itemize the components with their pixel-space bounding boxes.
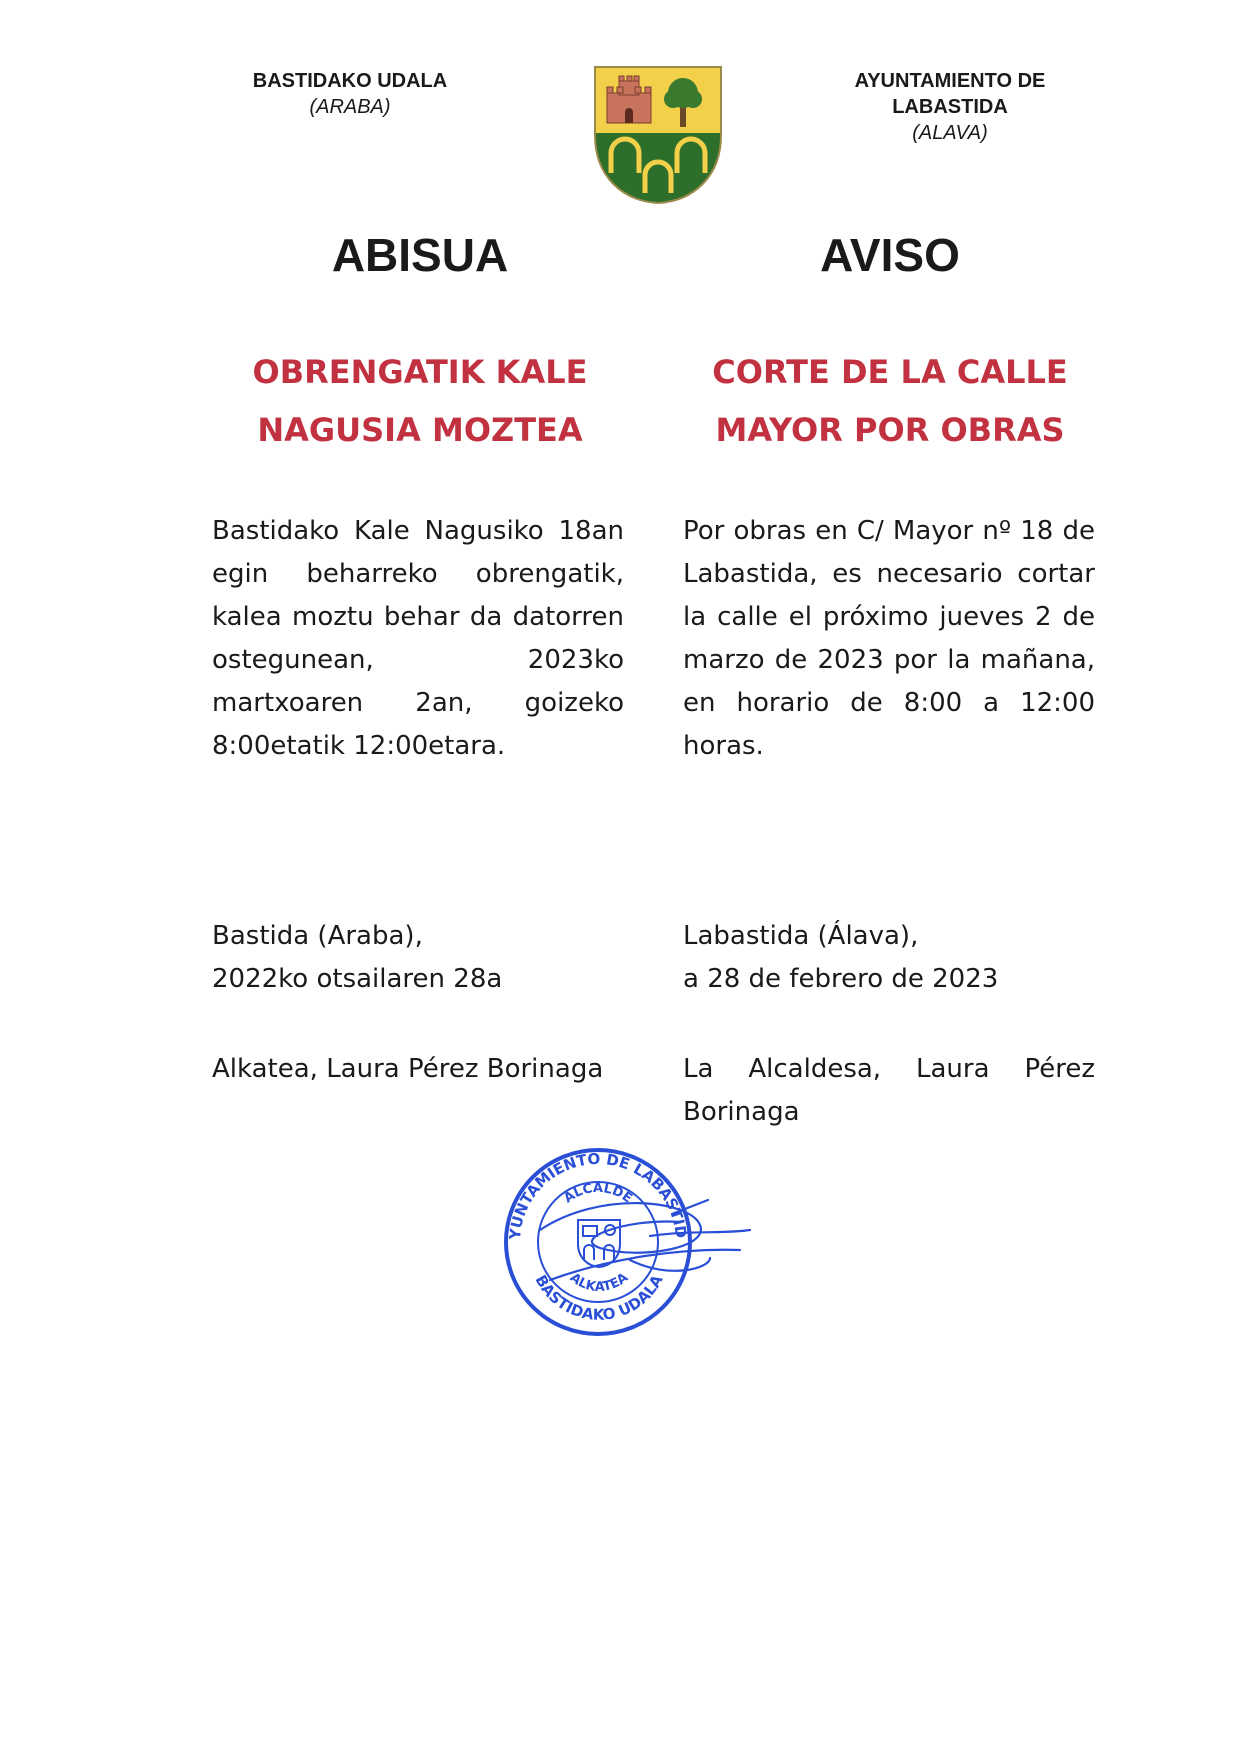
signature-left: Alkatea, Laura Pérez Borinaga	[212, 1054, 604, 1084]
date-left: 2022ko otsailaren 28a	[212, 964, 503, 994]
title-right: AVISO	[820, 229, 960, 281]
place-date-right	[683, 915, 1103, 1001]
subtitle-right	[670, 343, 1110, 459]
coat-of-arms-icon	[593, 65, 723, 205]
notice-body-left: Bastidako Kale Nagusiko 18an egin beharreko obrengatik, kalea moztu behar da datorren ostegunean, 2023ko martxoaren 2an, goizeko 8:00etatik 12:00etara.	[212, 516, 624, 761]
stamp-inner-top-text: ALCALDE	[561, 1180, 635, 1207]
place-date-left	[212, 915, 632, 1001]
signature-right: La Alcaldesa, Laura Pérez Borinaga	[683, 1054, 1095, 1127]
header-right-province: (ALAVA)	[912, 122, 988, 144]
subtitle-right-line2: MAYOR POR OBRAS	[715, 411, 1065, 449]
header-left	[220, 68, 480, 120]
stamp-outer-top-text: YUNTAMIENTO DE LABASTID	[505, 1149, 691, 1241]
header-left-province: (ARABA)	[309, 96, 391, 118]
subtitle-left-line1: OBRENGATIK KALE	[252, 353, 588, 391]
subtitle-left-line2: NAGUSIA MOZTEA	[257, 411, 583, 449]
place-right: Labastida (Álava),	[683, 921, 919, 951]
date-right: a 28 de febrero de 2023	[683, 964, 999, 994]
header-left-org: BASTIDAKO UDALA	[252, 70, 448, 92]
notice-body-right: Por obras en C/ Mayor nº 18 de Labastida, es necesario cortar la calle el próximo jueves 2 de marzo de 2023 por la mañana, en horario de 8:00 a 12:00 horas.	[683, 516, 1095, 761]
subtitle-right-line1: CORTE DE LA CALLE	[712, 353, 1068, 391]
header-right	[820, 68, 1080, 146]
stamp-inner-bottom-text: ALKATEA	[566, 1270, 632, 1295]
official-stamp	[480, 1130, 780, 1350]
header-right-org: AYUNTAMIENTO DE LABASTIDA	[854, 70, 1046, 118]
place-left: Bastida (Araba),	[212, 921, 423, 951]
title-left: ABISUA	[331, 229, 509, 281]
subtitle-left	[200, 343, 640, 459]
svg-text:ALKATEA	[567, 1270, 631, 1295]
stamp-outer-bottom-text: BASTIDAKO UDALA	[531, 1271, 667, 1324]
